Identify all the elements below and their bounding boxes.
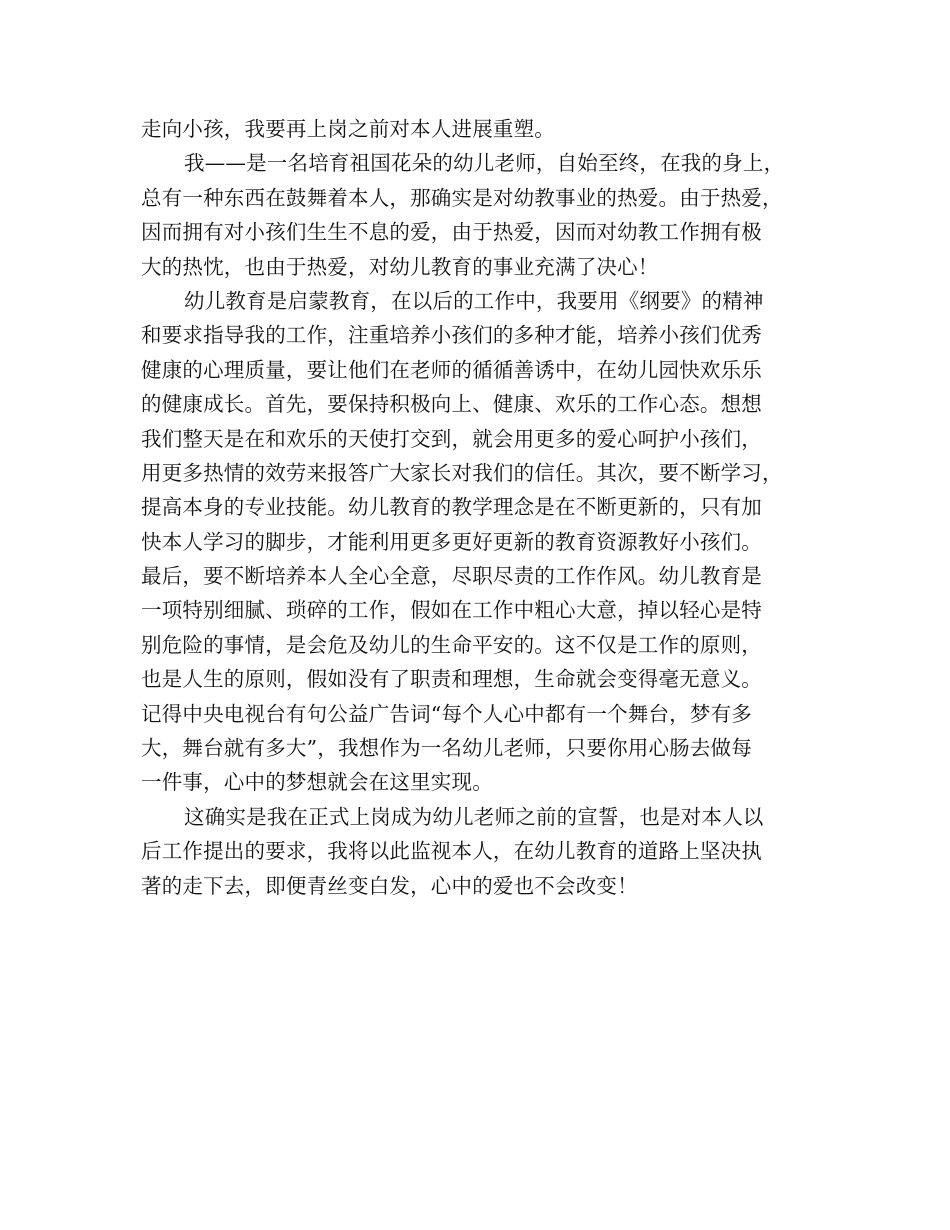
text-line: 因而拥有对小孩们生生不息的爱，由于热爱，因而对幼教工作拥有极	[141, 220, 762, 245]
text-line: 记得中央电视台有句公益广告词“每个人心中都有一个舞台，梦有多	[141, 701, 752, 726]
text-line: 总有一种东西在鼓舞着本人，那确实是对幼教事业的热爱。由于热爱，	[141, 185, 783, 210]
text-line: 也是人生的原则，假如没有了职责和理想，生命就会变得毫无意义。	[141, 667, 762, 692]
text-line: 这确实是我在正式上岗成为幼儿老师之前的宣誓，也是对本人以	[184, 804, 764, 829]
text-line: 的健康成长。首先，要保持积极向上、健康、欢乐的工作心态。想想	[141, 392, 762, 417]
text-line: 最后，要不断培养本人全心全意，尽职尽责的工作作风。幼儿教育是	[141, 564, 762, 589]
text-line: 大，舞台就有多大”，我想作为一名幼儿老师，只要你用心肠去做每	[141, 736, 752, 761]
text-line: 一件事，心中的梦想就会在这里实现。	[141, 770, 493, 795]
text-line: 幼儿教育是启蒙教育，在以后的工作中，我要用《纲要》的精神	[184, 288, 764, 313]
text-line: 快本人学习的脚步，才能利用更多更好更新的教育资源教好小孩们。	[141, 529, 762, 554]
text-line: 一项特别细腻、琐碎的工作，假如在工作中粗心大意，掉以轻心是特	[141, 598, 762, 623]
text-line: 著的走下去，即便青丝变白发，心中的爱也不会改变！	[141, 873, 638, 898]
text-line: 大的热忱，也由于热爱，对幼儿教育的事业充满了决心！	[141, 254, 659, 279]
text-line: 后工作提出的要求，我将以此监视本人，在幼儿教育的道路上坚决执	[141, 839, 762, 864]
text-line: 提高本身的专业技能。幼儿教育的教学理念是在不断更新的，只有加	[141, 495, 762, 520]
text-line: 用更多热情的效劳来报答广大家长对我们的信任。其次，要不断学习，	[141, 460, 783, 485]
body-text	[141, 112, 841, 903]
text-line: 走向小孩，我要再上岗之前对本人进展重塑。	[141, 117, 555, 141]
text-line: 健康的心理质量，要让他们在老师的循循善诱中，在幼儿园快欢乐乐	[141, 357, 762, 382]
text-line: 别危险的事情，是会危及幼儿的生命平安的。这不仅是工作的原则，	[141, 632, 762, 657]
text-line: 和要求指导我的工作，注重培养小孩们的多种才能，培养小孩们优秀	[141, 323, 762, 348]
text-line: 我——是一名培育祖国花朵的幼儿老师，自始至终，在我的身上，	[184, 151, 785, 176]
text-line: 我们整天是在和欢乐的天使打交到，就会用更多的爱心呵护小孩们，	[141, 426, 762, 451]
